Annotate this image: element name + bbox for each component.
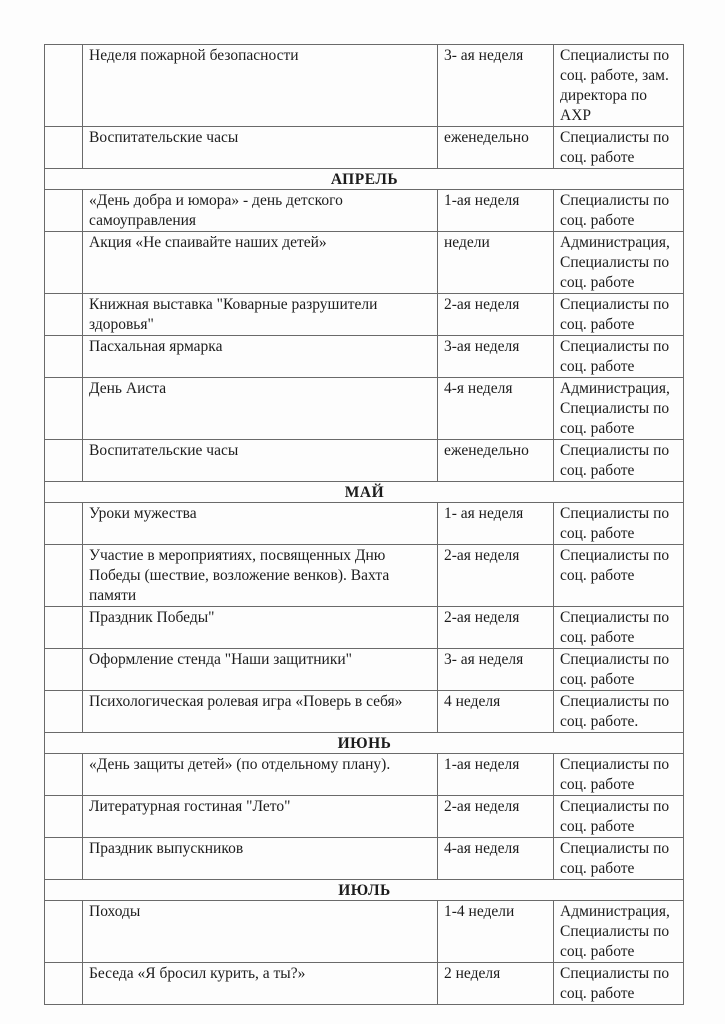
when-cell: 4-ая неделя — [438, 838, 554, 880]
when-cell: 4-я неделя — [438, 378, 554, 440]
num-cell — [45, 607, 83, 649]
event-cell: День Аиста — [83, 378, 438, 440]
num-cell — [45, 336, 83, 378]
when-cell: 2-ая неделя — [438, 545, 554, 607]
num-cell — [45, 232, 83, 294]
responsible-cell: Специалисты по соц. работе — [554, 607, 684, 649]
table-row — [45, 607, 684, 649]
event-cell: Психологическая ролевая игра «Поверь в себя» — [83, 691, 438, 733]
event-cell: Праздник Победы" — [83, 607, 438, 649]
event-cell: Акция «Не спаивайте наших детей» — [83, 232, 438, 294]
when-cell: 1-ая неделя — [438, 754, 554, 796]
month-header: ИЮЛЬ — [45, 880, 684, 901]
responsible-cell: Специалисты по соц. работе — [554, 649, 684, 691]
when-cell: 1- ая неделя — [438, 503, 554, 545]
when-cell: 2-ая неделя — [438, 607, 554, 649]
event-cell: Походы — [83, 901, 438, 963]
responsible-cell: Администрация, Специалисты по соц. работе — [554, 232, 684, 294]
table-row — [45, 963, 684, 1005]
num-cell — [45, 691, 83, 733]
num-cell — [45, 378, 83, 440]
table-row — [45, 440, 684, 482]
month-header: ИЮНЬ — [45, 733, 684, 754]
month-header-row — [45, 880, 684, 901]
num-cell — [45, 545, 83, 607]
when-cell: 3- ая неделя — [438, 649, 554, 691]
table-row — [45, 545, 684, 607]
num-cell — [45, 963, 83, 1005]
table-row — [45, 294, 684, 336]
responsible-cell: Специалисты по соц. работе — [554, 545, 684, 607]
event-cell: Неделя пожарной безопасности — [83, 45, 438, 127]
when-cell: 2 неделя — [438, 963, 554, 1005]
table-row — [45, 190, 684, 232]
num-cell — [45, 649, 83, 691]
when-cell: еженедельно — [438, 440, 554, 482]
event-cell: Беседа «Я бросил курить, а ты?» — [83, 963, 438, 1005]
event-cell: «День защиты детей» (по отдельному плану). — [83, 754, 438, 796]
responsible-cell: Специалисты по соц. работе — [554, 127, 684, 169]
event-cell: Праздник выпускников — [83, 838, 438, 880]
table-row — [45, 754, 684, 796]
event-cell: Воспитательские часы — [83, 127, 438, 169]
table-row — [45, 838, 684, 880]
when-cell: 3- ая неделя — [438, 45, 554, 127]
event-cell: Оформление стенда "Наши защитники" — [83, 649, 438, 691]
responsible-cell: Специалисты по соц. работе, зам. директора по АХР — [554, 45, 684, 127]
month-header: АПРЕЛЬ — [45, 169, 684, 190]
when-cell: 1-ая неделя — [438, 190, 554, 232]
month-header: МАЙ — [45, 482, 684, 503]
table-row — [45, 901, 684, 963]
events-plan-table — [44, 44, 684, 1005]
event-cell: Литературная гостиная "Лето" — [83, 796, 438, 838]
when-cell: недели — [438, 232, 554, 294]
num-cell — [45, 796, 83, 838]
table-row — [45, 378, 684, 440]
num-cell — [45, 294, 83, 336]
responsible-cell: Специалисты по соц. работе — [554, 294, 684, 336]
when-cell: 2-ая неделя — [438, 294, 554, 336]
num-cell — [45, 754, 83, 796]
num-cell — [45, 190, 83, 232]
month-header-row — [45, 733, 684, 754]
table-row — [45, 336, 684, 378]
when-cell: еженедельно — [438, 127, 554, 169]
event-cell: «День добра и юмора» - день детского самоуправления — [83, 190, 438, 232]
table-row — [45, 649, 684, 691]
table-row — [45, 503, 684, 545]
num-cell — [45, 440, 83, 482]
responsible-cell: Специалисты по соц. работе. — [554, 691, 684, 733]
responsible-cell: Специалисты по соц. работе — [554, 503, 684, 545]
responsible-cell: Специалисты по соц. работе — [554, 336, 684, 378]
table-row — [45, 45, 684, 127]
responsible-cell: Специалисты по соц. работе — [554, 838, 684, 880]
responsible-cell: Администрация, Специалисты по соц. работе — [554, 378, 684, 440]
responsible-cell: Специалисты по соц. работе — [554, 754, 684, 796]
responsible-cell: Специалисты по соц. работе — [554, 440, 684, 482]
responsible-cell: Специалисты по соц. работе — [554, 963, 684, 1005]
event-cell: Пасхальная ярмарка — [83, 336, 438, 378]
num-cell — [45, 45, 83, 127]
num-cell — [45, 901, 83, 963]
when-cell: 4 неделя — [438, 691, 554, 733]
table-row — [45, 796, 684, 838]
responsible-cell: Специалисты по соц. работе — [554, 190, 684, 232]
num-cell — [45, 838, 83, 880]
table-row — [45, 127, 684, 169]
event-cell: Книжная выставка "Коварные разрушители здоровья" — [83, 294, 438, 336]
num-cell — [45, 503, 83, 545]
responsible-cell: Специалисты по соц. работе — [554, 796, 684, 838]
event-cell: Уроки мужества — [83, 503, 438, 545]
month-header-row — [45, 482, 684, 503]
when-cell: 2-ая неделя — [438, 796, 554, 838]
table-row — [45, 691, 684, 733]
table-row — [45, 232, 684, 294]
responsible-cell: Администрация, Специалисты по соц. работе — [554, 901, 684, 963]
when-cell: 1-4 недели — [438, 901, 554, 963]
event-cell: Участие в мероприятиях, посвященных Дню Победы (шествие, возложение венков). Вахта памяти — [83, 545, 438, 607]
when-cell: 3-ая неделя — [438, 336, 554, 378]
events-plan-body — [45, 45, 684, 1005]
event-cell: Воспитательские часы — [83, 440, 438, 482]
month-header-row — [45, 169, 684, 190]
num-cell — [45, 127, 83, 169]
